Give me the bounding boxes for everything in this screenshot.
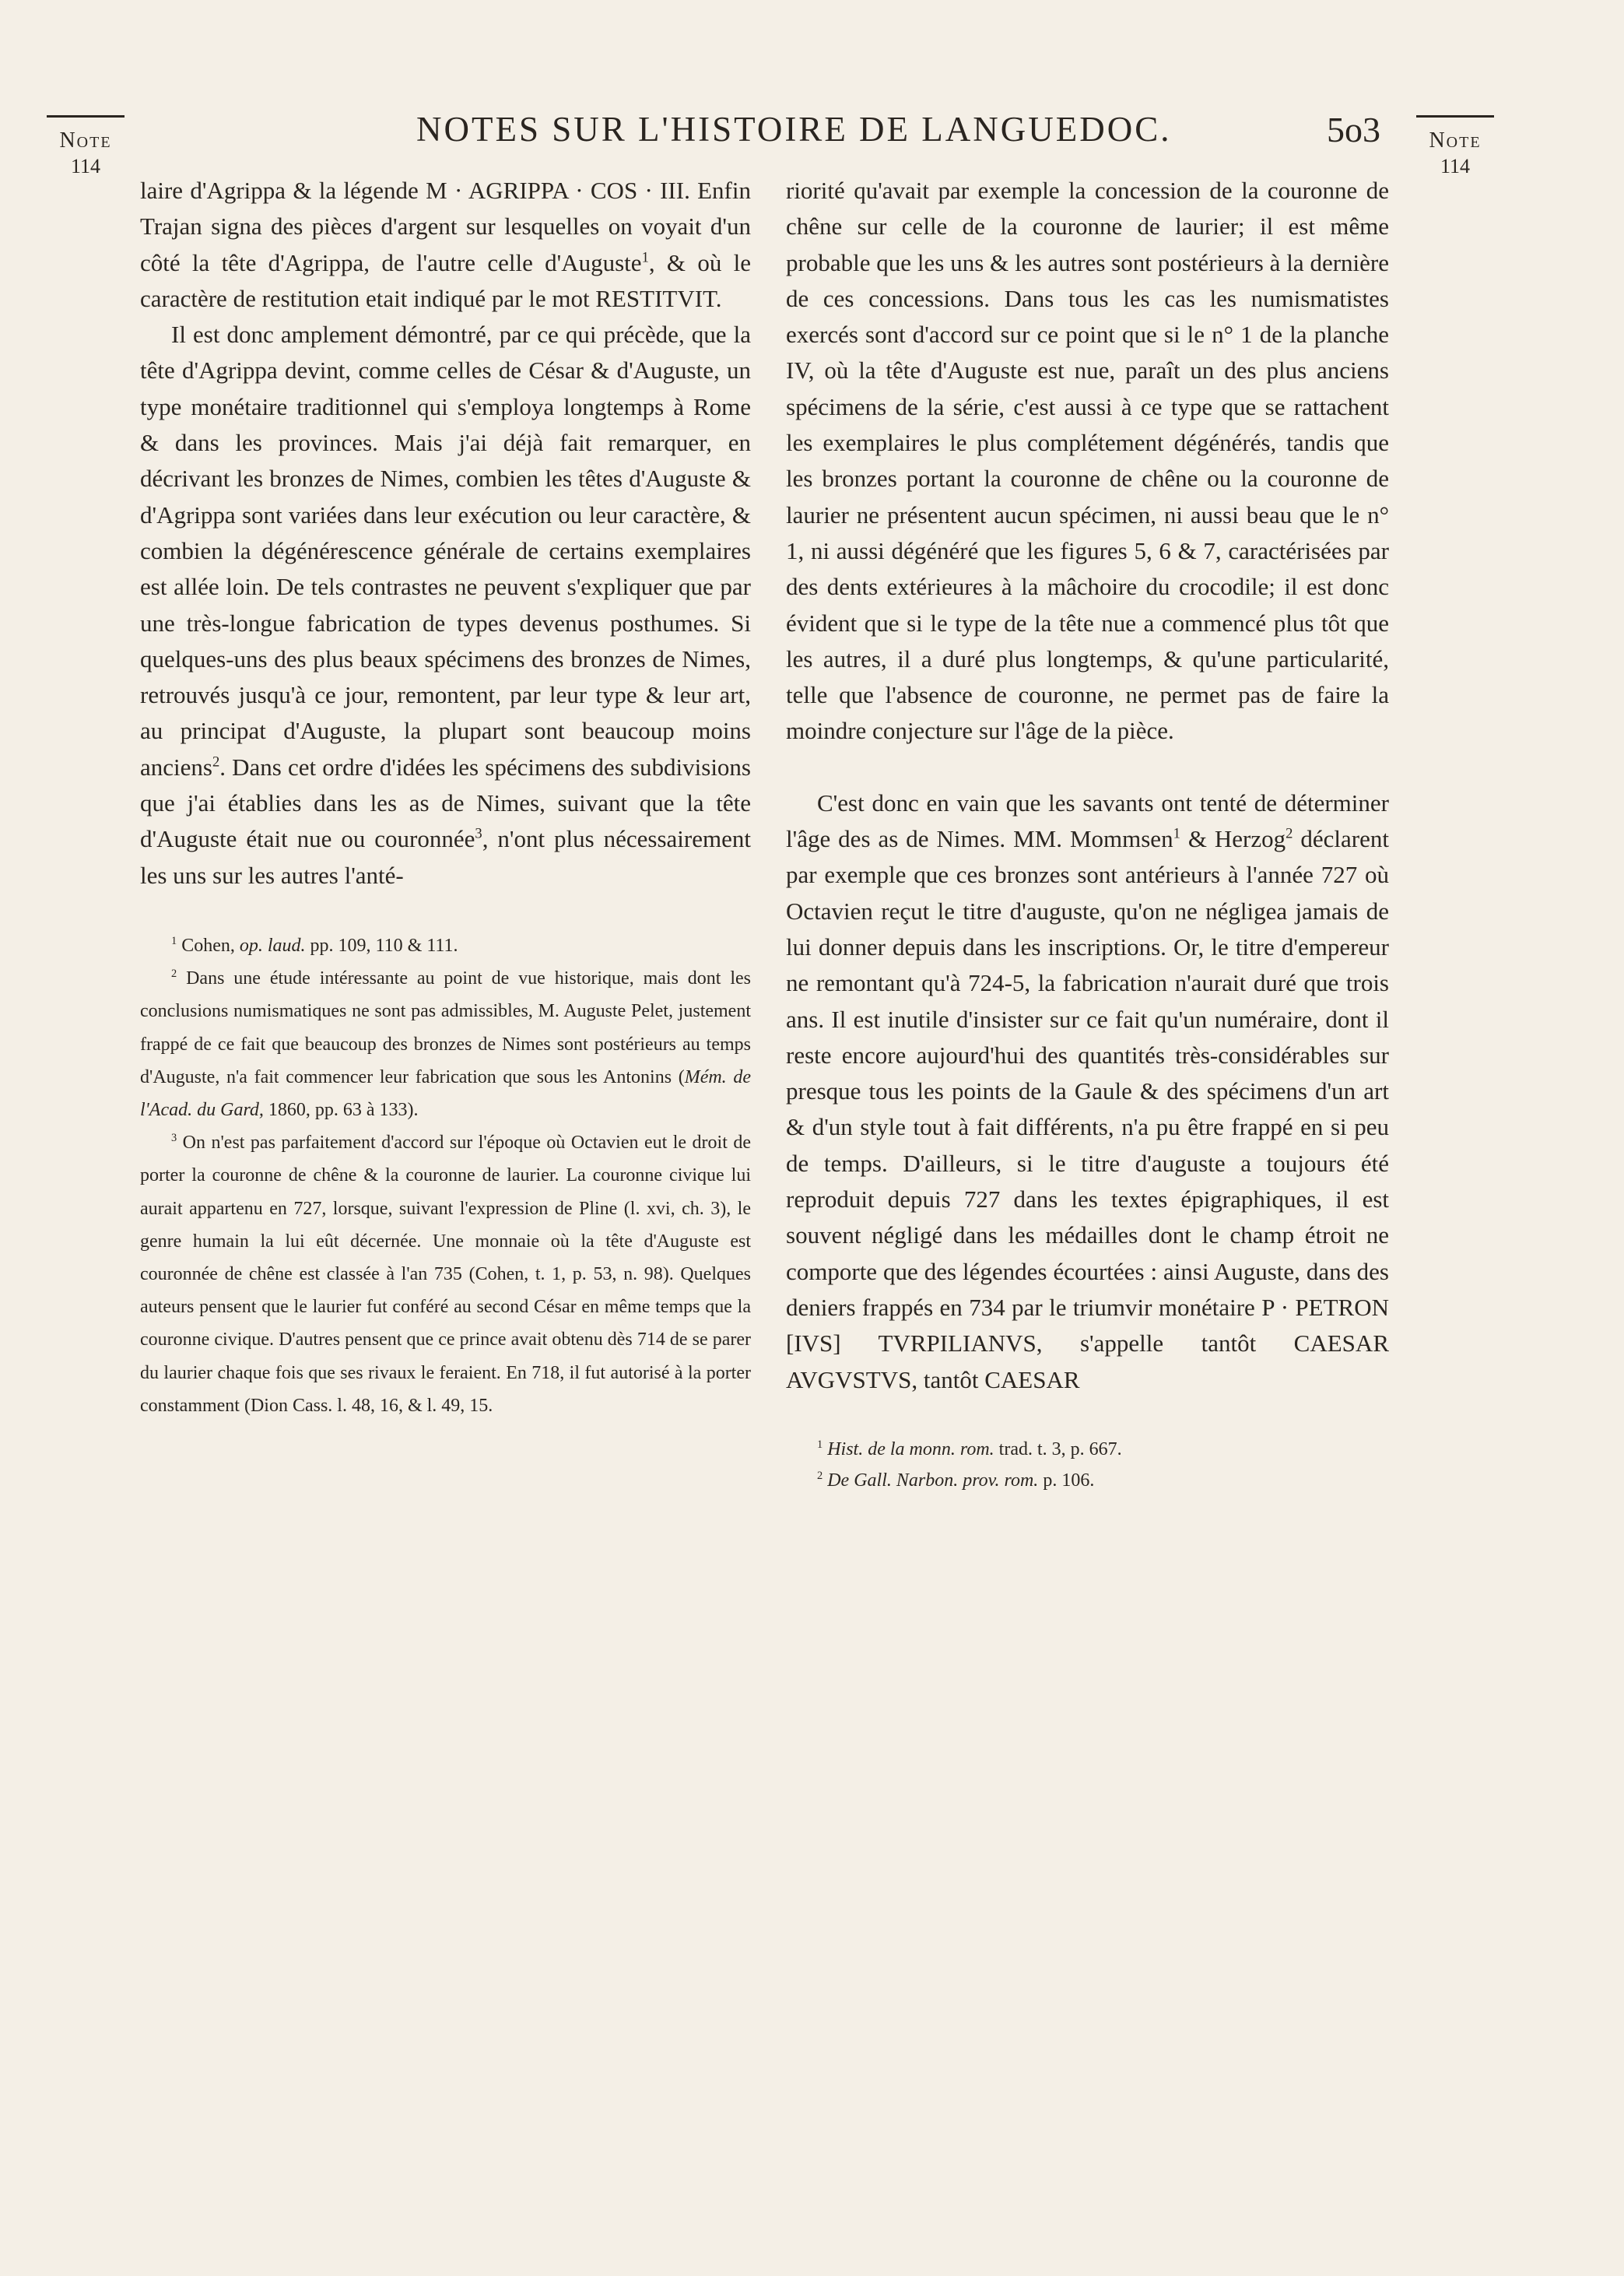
- paragraph-2: [140, 317, 751, 894]
- margin-note-label: Note: [59, 128, 112, 153]
- footnote-italic: op. laud.: [239, 935, 306, 956]
- text-run: C'est donc en vain que les savants ont tenté de déterminer l'âge des as de Nimes. MM. Mommsen: [786, 789, 1389, 853]
- footnote-mark: 2: [171, 968, 177, 981]
- footnote-ref: 3: [475, 826, 482, 843]
- paragraph-4: [786, 785, 1389, 1398]
- margin-rule: [47, 115, 125, 118]
- footnote-mark: 3: [171, 1132, 177, 1145]
- footnote-r2: [786, 1465, 1389, 1496]
- footnote-mark: 2: [817, 1469, 823, 1482]
- footnotes-right: [786, 1434, 1389, 1496]
- text-run: riorité qu'avait par exemple la concession de la couronne de chêne sur celle de la couronne de laurier; il est même probable que les uns & les autres sont postérieurs à la dernière de ces concessions. Dans tous les cas les numismatistes exercés sont d'accord sur ce point que si le n° 1 de la planche IV, où la tête d'Auguste est nue, paraît un des plus anciens spécimens de la série, c'est aussi à ce type que se rattachent les exemplaires le plus complétement dégénérés, tandis que les bronzes portant la couronne de chêne ou la couronne de laurier ne présentent aucun spécimen, ni aussi beau que le n° 1, ni aussi dégénéré que les figures 5, 6 & 7, caractérisées par des dents extérieures à la mâchoire du crocodile; il est donc évident que si le type de la tête nue a commencé plus tôt que les autres, il a duré plus longtemps, & qu'une particularité, telle que l'absence de couronne, ne permet pas de faire la moindre conjecture sur l'âge de la pièce.: [786, 177, 1389, 745]
- margin-note-right: [1408, 115, 1502, 178]
- text-run: & Herzog: [1180, 825, 1286, 853]
- text-run: . Dans cet ordre d'idées les spécimens des subdivisions que j'ai établies dans les as de Nimes, suivant que la tête d'Auguste était nue ou couronnée: [140, 753, 751, 853]
- footnote-2: [140, 962, 751, 1126]
- footnote-1: [140, 929, 751, 962]
- margin-rule: [1416, 115, 1494, 118]
- text-run: , & où le caractère de restitution etait indiqué par le mot RESTITVIT.: [140, 248, 751, 312]
- footnote-text: trad. t. 3, p. 667.: [994, 1438, 1122, 1459]
- margin-note-label: Note: [1429, 128, 1482, 153]
- footnote-text: On n'est pas parfaitement d'accord sur l'époque où Octavien eut le droit de porter la couronne de chêne & la couronne de laurier. La couronne civique lui aurait appartenu en 727, lorsque, suivant l'expression de Pline (l. xvi, ch. 3), le genre humain la lui eût décernée. Une monnaie où la tête d'Auguste est couronnée de chêne est classée à l'an 735 (Cohen, t. 1, p. 53, n. 98). Quelques auteurs pensent que le laurier fut conféré au second César en même temps que la couronne civique. D'autres pensent que ce prince avait obtenu dès 714 de se parer du laurier chaque fois que ses rivaux le feraient. En 718, il fut autorisé à la porter constamment (Dion Cass. l. 48, 16, & l. 49, 15.: [140, 1133, 751, 1416]
- right-column: [786, 173, 1389, 1496]
- text-run: Il est donc amplement démontré, par ce qui précède, que la tête d'Agrippa devint, comme celles de César & d'Auguste, un type monétaire traditionnel qui s'employa longtemps à Rome & dans les provinces. Mais j'ai déjà fait remarquer, en décrivant les bronzes de Nimes, combien les têtes d'Auguste & d'Agrippa sont variées dans leur exécution ou leur caractère, & combien la dégénérescence générale de certains exemplaires est allée loin. De tels contrastes ne peuvent s'expliquer que par une très-longue fabrication de types devenus posthumes. Si quelques-uns des plus beaux spécimens des bronzes de Nimes, retrouvés jusqu'à ce jour, remontent, par leur type & leur art, au principat d'Auguste, la plupart sont beaucoup moins anciens: [140, 321, 751, 781]
- margin-note-left: [39, 115, 132, 178]
- margin-note-number: 114: [70, 155, 101, 177]
- footnote-italic: De Gall. Narbon. prov. rom.: [827, 1470, 1039, 1491]
- page-number: 5o3: [1327, 110, 1380, 149]
- paragraph-3: [786, 173, 1389, 750]
- footnote-italic: Hist. de la monn. rom.: [827, 1438, 994, 1459]
- paragraph-gap: [786, 750, 1389, 785]
- running-title: NOTES SUR L'HISTOIRE DE LANGUEDOC.: [416, 110, 1172, 149]
- footnote-italic: Mém. de l'Acad. du Gard,: [140, 1066, 751, 1120]
- footnotes-left: [140, 929, 751, 1422]
- left-column: [140, 173, 751, 1422]
- footnote-text: Cohen,: [181, 935, 240, 956]
- footnote-ref: 1: [641, 249, 649, 266]
- footnote-3: [140, 1126, 751, 1422]
- text-run: déclarent par exemple que ces bronzes sont antérieurs à l'année 727 où Octavien reçut le titre d'auguste, qu'on ne négligea jamais de lui donner depuis dans les inscriptions. Or, le titre d'empereur ne remontant qu'à 724-5, la fabrication n'aurait duré que trois ans. Il est inutile d'insister sur ce fait qu'un numéraire, dont il reste encore aujourd'hui des quantités très-considérables sur presque tous les points de la Gaule & des spécimens d'un art & d'un style tout à fait différents, n'a pu être frappé en si peu de temps. D'ailleurs, si le titre d'auguste a toujours été reproduit depuis 727 dans les textes épigraphiques, il est souvent négligé dans les médailles dont le champ étroit ne comporte que des légendes écourtées : ainsi Auguste, dans des deniers frappés en 734 par le triumvir monétaire P · PETRON [IVS] TVRPILIANVS, s'appelle tantôt CAESAR AVGVSTVS, tantôt CAESAR: [786, 825, 1389, 1393]
- footnote-ref: 2: [1286, 825, 1293, 842]
- margin-note-number: 114: [1440, 155, 1471, 177]
- footnote-mark: 1: [817, 1438, 823, 1451]
- text-run: laire d'Agrippa & la légende M · AGRIPPA · COS · III. Enfin Trajan signa des pièces d'argent sur lesquelles on voyait d'un côté la tête d'Agrippa, de l'autre celle d'Auguste: [140, 177, 751, 276]
- footnote-text: Dans une étude intéressante au point de vue historique, mais dont les conclusions numismatiques ne sont pas admissibles, M. Auguste Pelet, justement frappé de ce fait que beaucoup des bronzes de Nimes sont postérieurs au temps d'Auguste, n'a fait commencer leur fabrication que sous les Antonins (: [140, 968, 752, 1087]
- footnote-mark: 1: [171, 934, 177, 947]
- text-run: , n'ont plus nécessairement les uns sur les autres l'anté-: [140, 825, 751, 889]
- page-header: [132, 109, 1393, 156]
- footnote-r1: [786, 1434, 1389, 1465]
- footnote-ref: 1: [1173, 825, 1180, 842]
- paragraph-1: [140, 173, 751, 317]
- footnote-text: pp. 109, 110 & 111.: [305, 935, 458, 956]
- footnote-text: 1860, pp. 63 à 133).: [263, 1099, 419, 1120]
- footnote-ref: 2: [212, 753, 220, 771]
- footnote-text: p. 106.: [1038, 1470, 1095, 1491]
